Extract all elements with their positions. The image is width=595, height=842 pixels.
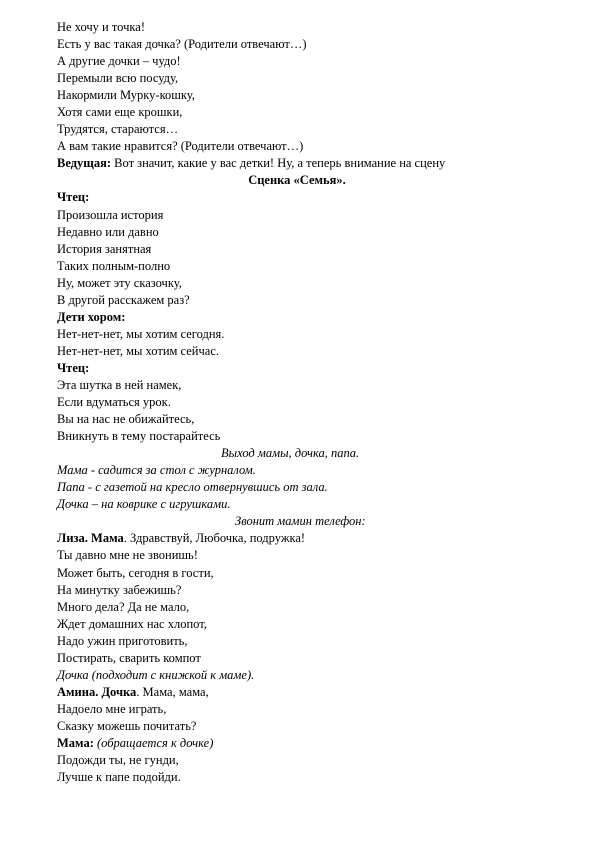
speaker-label: Чтец: xyxy=(57,360,90,375)
text-line: Вы на нас не обижайтесь, xyxy=(57,412,195,427)
stage-cue: Звонит мамин телефон: xyxy=(235,514,366,529)
text-line: Есть у вас такая дочка? (Родители отвечают…) xyxy=(57,37,307,52)
stage-cue: Выход мамы, дочка, папа. xyxy=(221,446,360,461)
text-line: Может быть, сегодня в гости, xyxy=(57,565,214,580)
liza-line xyxy=(57,530,537,547)
scene-title: Сценка «Семья». xyxy=(248,173,346,188)
text-line: Таких полным-полно xyxy=(57,258,171,273)
speech-text: Вот значит, какие у вас детки! Ну, а теперь внимание на сцену xyxy=(111,156,446,171)
text-line: Недавно или давно xyxy=(57,224,159,239)
text-line: История занятная xyxy=(57,241,152,256)
text-line: Не хочу и точка! xyxy=(57,20,145,34)
text-line: Подожди ты, не гунди, xyxy=(57,753,179,768)
amina-line xyxy=(57,684,537,701)
text-line: Ну, может эту сказочку, xyxy=(57,275,182,290)
text-line: Если вдуматься урок. xyxy=(57,395,171,410)
stage-direction: Мама - садится за стол с журналом. xyxy=(57,463,256,478)
text-line: Перемыли всю посуду, xyxy=(57,71,179,86)
speaker-label: Мама: xyxy=(57,735,94,750)
text-line: В другой расскажем раз? xyxy=(57,292,190,307)
stage-direction: Дочка (подходит с книжкой к маме). xyxy=(57,667,255,682)
text-line: А другие дочки – чудо! xyxy=(57,54,181,69)
speaker-label: Амина. Дочка xyxy=(57,684,137,699)
text-line: Много дела? Да не мало, xyxy=(57,599,190,614)
speaker-label: Ведущая: xyxy=(57,156,112,171)
speaker-label: Чтец: xyxy=(57,190,90,205)
text-line: Нет-нет-нет, мы хотим сегодня. xyxy=(57,326,225,341)
text-line: Нет-нет-нет, мы хотим сейчас. xyxy=(57,343,219,358)
text-line: А вам такие нравится? (Родители отвечают…) xyxy=(57,139,304,154)
text-line: Накормили Мурку-кошку, xyxy=(57,88,195,103)
text-line: Ждет домашних нас хлопот, xyxy=(57,616,207,631)
text-line: Хотя сами еще крошки, xyxy=(57,105,183,120)
text-line: Надоело мне играть, xyxy=(57,701,167,716)
stage-direction: Папа - с газетой на кресло отвернувшись от зала. xyxy=(57,480,328,495)
stage-direction: (обращается к дочке) xyxy=(93,735,214,750)
text-line: На минутку забежишь? xyxy=(57,582,182,597)
text-line: Лучше к папе подойди. xyxy=(57,770,181,785)
text-line: Произошла история xyxy=(57,207,164,222)
stage-direction: Дочка – на коврике с игрушками. xyxy=(57,497,231,512)
text-line: Надо ужин приготовить, xyxy=(57,633,188,648)
text-line: Вникнуть в тему постарайтесь xyxy=(57,429,221,444)
speaker-label: Дети хором: xyxy=(57,309,126,324)
text-line: Ты давно мне не звонишь! xyxy=(57,548,198,563)
text-line: Эта шутка в ней намек, xyxy=(57,377,182,392)
speech-text: . Мама, мама, xyxy=(136,684,209,699)
text-line: Постирать, сварить компот xyxy=(57,650,201,665)
speaker-label: Лиза. Мама xyxy=(57,531,124,546)
mama-line xyxy=(57,735,537,752)
script-text xyxy=(57,19,537,786)
text-line: Сказку можешь почитать? xyxy=(57,718,197,733)
vedushaya-line xyxy=(57,155,537,172)
text-line: Трудятся, стараются… xyxy=(57,122,179,137)
speech-text: . Здравствуй, Любочка, подружка! xyxy=(123,531,306,546)
